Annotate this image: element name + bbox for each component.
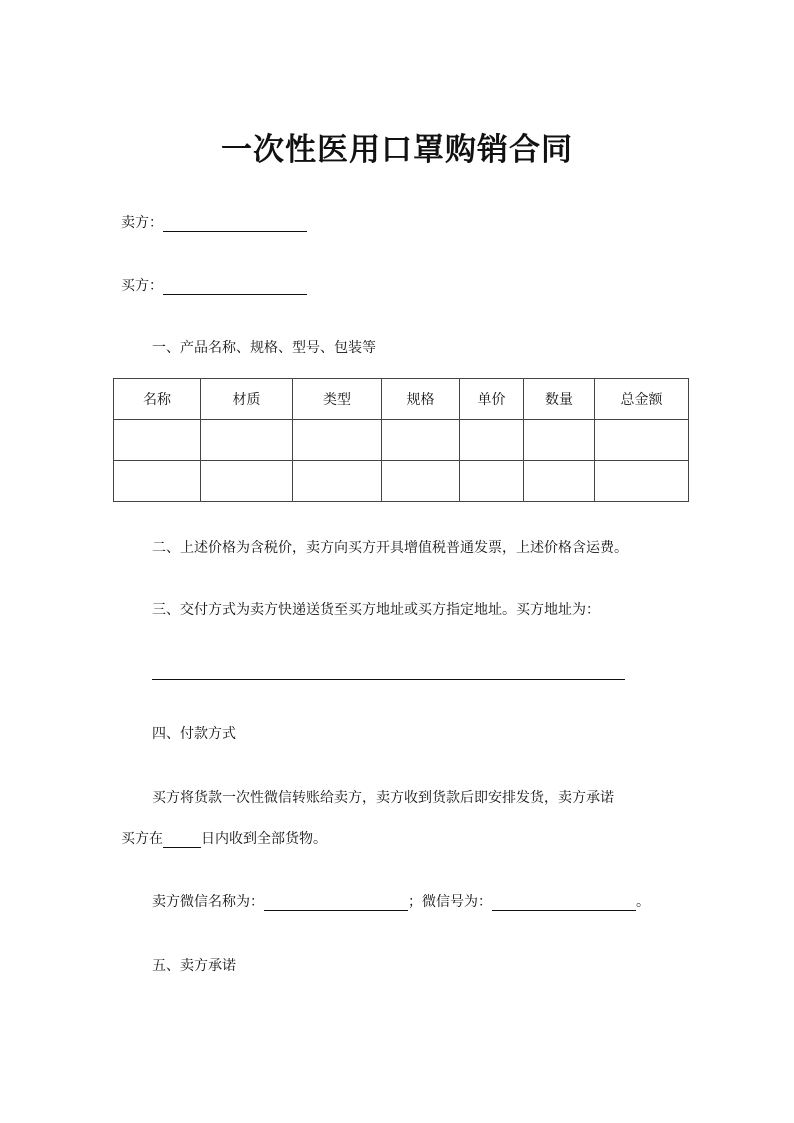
seller-label: 卖方：	[121, 215, 163, 231]
section-1-heading: 一、产品名称、规格、型号、包装等	[152, 340, 376, 356]
header-cell: 类型	[293, 379, 382, 420]
buyer-label: 买方：	[121, 278, 163, 294]
table-cell[interactable]	[114, 420, 201, 461]
payment-text-prefix: 买方在	[121, 831, 163, 847]
buyer-blank[interactable]	[163, 280, 307, 295]
payment-text-line-2	[121, 828, 327, 848]
seller-blank[interactable]	[163, 217, 307, 232]
payment-text-suffix: 日内收到全部货物。	[201, 831, 327, 847]
table-cell[interactable]	[382, 420, 460, 461]
table-cell[interactable]	[595, 420, 689, 461]
header-cell: 数量	[524, 379, 595, 420]
payment-text-line-1: 买方将货款一次性微信转账给卖方，卖方收到货款后即安排发货，卖方承诺	[152, 790, 614, 806]
table-cell[interactable]	[460, 461, 524, 502]
table-cell[interactable]	[293, 420, 382, 461]
table-cell[interactable]	[524, 420, 595, 461]
wechat-line-end: 。	[636, 894, 650, 910]
address-blank[interactable]	[152, 679, 625, 680]
wechat-id-label: ；微信号为：	[408, 894, 492, 910]
wechat-name-label: 卖方微信名称为：	[152, 894, 264, 910]
table-cell[interactable]	[460, 420, 524, 461]
wechat-id-blank[interactable]	[492, 896, 636, 911]
header-cell: 材质	[201, 379, 293, 420]
table-cell[interactable]	[201, 420, 293, 461]
table-cell[interactable]	[382, 461, 460, 502]
table-cell[interactable]	[293, 461, 382, 502]
wechat-name-blank[interactable]	[264, 896, 408, 911]
header-cell: 总金额	[595, 379, 689, 420]
section-4-heading: 四、付款方式	[152, 726, 236, 742]
header-cell: 名称	[114, 379, 201, 420]
page-title: 一次性医用口罩购销合同	[221, 132, 573, 168]
buyer-field	[121, 275, 307, 295]
product-table	[113, 378, 689, 502]
section-5-heading: 五、卖方承诺	[152, 958, 236, 974]
table-row	[114, 420, 689, 461]
days-blank[interactable]	[163, 833, 201, 848]
section-3-text: 三、交付方式为卖方快递送货至买方地址或买方指定地址。买方地址为：	[152, 602, 600, 618]
table-header-row	[114, 379, 689, 420]
table-cell[interactable]	[201, 461, 293, 502]
table-cell[interactable]	[524, 461, 595, 502]
header-cell: 规格	[382, 379, 460, 420]
table-cell[interactable]	[595, 461, 689, 502]
seller-field	[121, 212, 307, 232]
table-row	[114, 461, 689, 502]
wechat-info-line	[152, 891, 650, 911]
header-cell: 单价	[460, 379, 524, 420]
section-2-text: 二、上述价格为含税价，卖方向买方开具增值税普通发票，上述价格含运费。	[152, 540, 628, 556]
table-cell[interactable]	[114, 461, 201, 502]
